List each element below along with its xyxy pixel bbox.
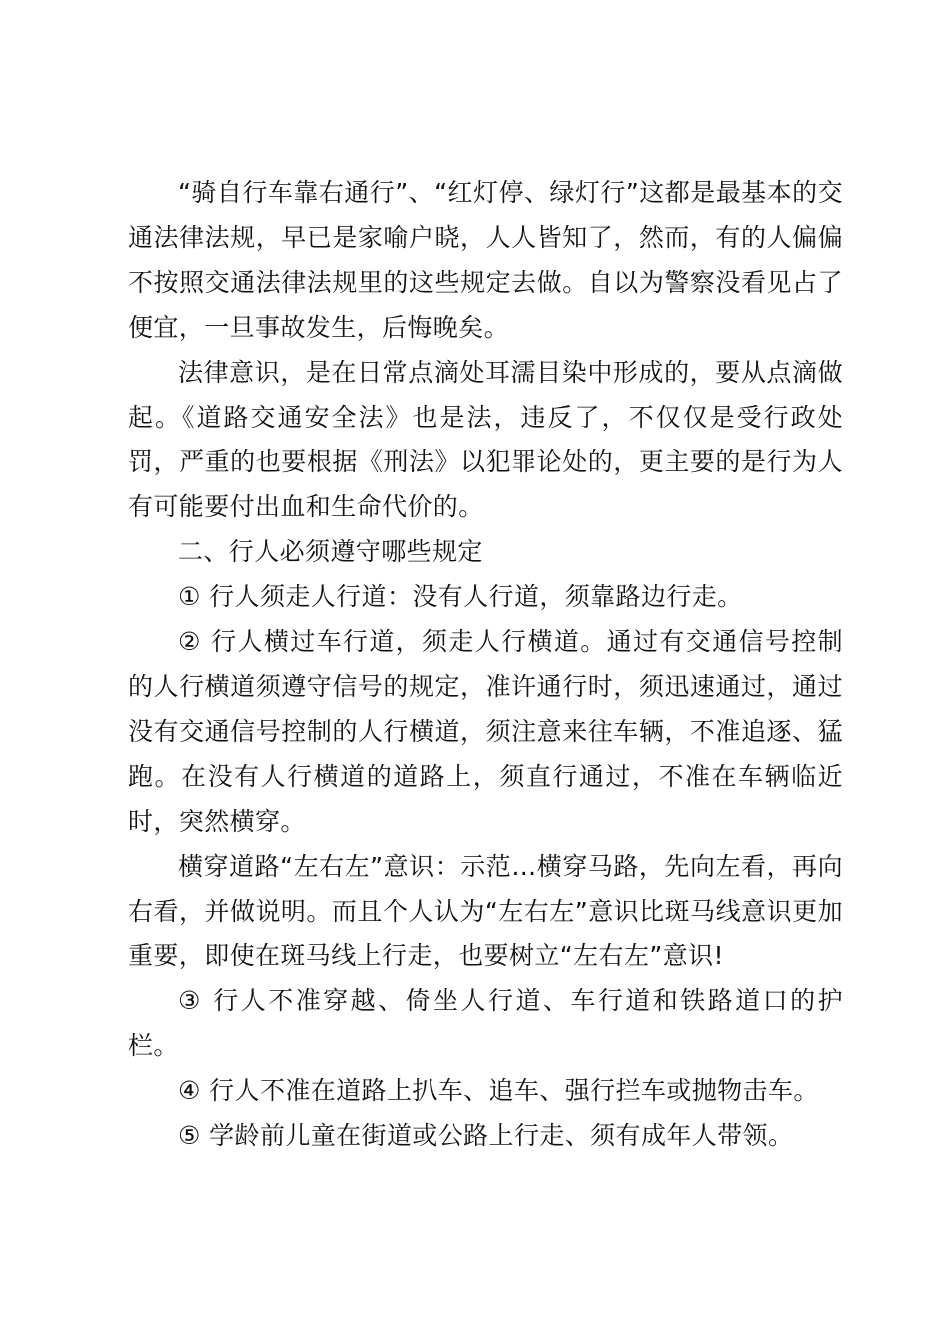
rule-item-2: ② 行人横过车行道，须走人行横道。通过有交通信号控制的人行横道须遵守信号的规定，准许通行时，须迅速通过，通过没有交通信号控制的人行横道，须注意来往车辆，不准追逐、猛跑。在没有人行横道的道路上，须直行通过，不准在车辆临近时，突然横穿。 xyxy=(128,627,843,836)
document-body xyxy=(128,171,843,1159)
paragraph-left-right-left-awareness: 横穿道路“左右左”意识：示范…横穿马路，先向左看，再向右看，并做说明。而且个人认为“左右左”意识比斑马线意识更加重要，即使在斑马线上行走，也要树立“左右左”意识! xyxy=(128,851,843,971)
rule-item-4: ④ 行人不准在道路上扒车、追车、强行拦车或抛物击车。 xyxy=(178,1076,819,1106)
rule-item-3: ③ 行人不准穿越、倚坐人行道、车行道和铁路道口的护栏。 xyxy=(128,986,843,1061)
paragraph-traffic-rules-intro: “骑自行车靠右通行”、“红灯停、绿灯行”这都是最基本的交通法律法规，早已是家喻户晓，人人皆知了，然而，有的人偏偏不按照交通法律法规里的这些规定去做。自以为警察没看见占了便宜，一旦事故发生，后悔晚矣。 xyxy=(128,178,843,342)
rule-item-1: ① 行人须走人行道：没有人行道，须靠路边行走。 xyxy=(178,582,743,612)
paragraph-legal-awareness: 法律意识，是在日常点滴处耳濡目染中形成的，要从点滴做起。《道路交通安全法》也是法，违反了，不仅仅是受行政处罚，严重的也要根据《刑法》以犯罪论处的，更主要的是行为人有可能要付出血和生命代价的。 xyxy=(128,357,843,522)
section-heading-pedestrian-rules: 二、行人必须遵守哪些规定 xyxy=(178,537,483,567)
rule-item-5: ⑤ 学龄前儿童在街道或公路上行走、须有成年人带领。 xyxy=(178,1121,794,1151)
